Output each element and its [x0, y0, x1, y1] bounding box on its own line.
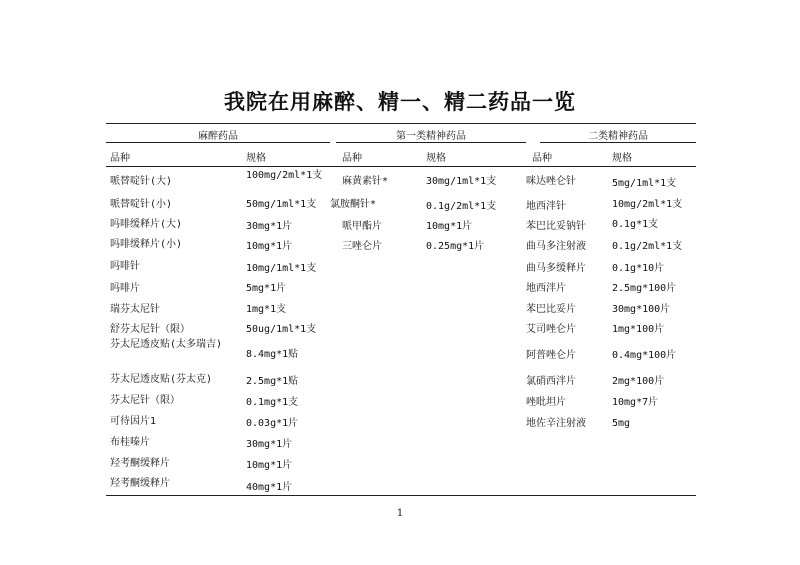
group-underline-narcotic	[106, 142, 330, 143]
table-cell-spec: 50ug/1ml*1支	[246, 324, 317, 335]
table-cell-name: 羟考酮缓释片	[110, 478, 170, 489]
table-cell-name: 可待因片1	[110, 416, 157, 427]
table-cell-spec: 0.03g*1片	[246, 418, 299, 429]
table-cell-name: 地佐辛注射液	[526, 418, 586, 429]
page-title: 我院在用麻醉、精一、精二药品一览	[224, 90, 576, 114]
table-cell-spec: 30mg*1片	[246, 221, 293, 232]
header-rule	[106, 166, 696, 167]
table-cell-name: 氯硝西泮片	[526, 376, 576, 387]
group-header-narcotic: 麻醉药品	[198, 131, 238, 142]
table-cell-name: 芬太尼针（限）	[110, 395, 180, 406]
table-cell-name: 瑞芬太尼针	[110, 304, 160, 315]
group-header-psych-class1: 第一类精神药品	[396, 131, 466, 142]
table-cell-spec: 30mg/1ml*1支	[426, 176, 497, 187]
table-bottom-rule	[106, 495, 696, 496]
col-header-name-psych-class1: 品种	[342, 153, 362, 164]
table-cell-name: 哌甲酯片	[342, 221, 382, 232]
table-cell-spec: 0.4mg*100片	[612, 350, 677, 361]
table-cell-spec: 30mg*100片	[612, 304, 671, 315]
table-cell-spec: 10mg/1ml*1支	[246, 263, 317, 274]
table-cell-name: 羟考酮缓释片	[110, 458, 170, 469]
table-cell-name: 氯胺酮针*	[330, 199, 377, 210]
table-cell-spec: 2.5mg*100片	[612, 283, 677, 294]
table-cell-name: 吗啡片	[110, 283, 140, 294]
table-cell-name: 艾司唑仑片	[526, 324, 576, 335]
table-cell-spec: 0.1g/2ml*1支	[426, 201, 497, 212]
table-cell-spec: 100mg/2ml*1支	[246, 170, 323, 181]
table-cell-spec: 1mg*100片	[612, 324, 665, 335]
table-cell-name: 哌替啶针(小)	[110, 199, 173, 210]
table-cell-name: 舒芬太尼针（限）	[110, 324, 190, 335]
table-cell-spec: 0.25mg*1片	[426, 241, 485, 252]
table-cell-spec: 5mg*1片	[246, 283, 287, 294]
group-header-psych-class2: 二类精神药品	[588, 131, 648, 142]
table-cell-name: 布桂嗪片	[110, 437, 150, 448]
table-cell-spec: 0.1g/2ml*1支	[612, 241, 683, 252]
table-cell-name: 唑吡坦片	[526, 397, 566, 408]
table-cell-name: 阿普唑仑片	[526, 350, 576, 361]
col-header-spec-psych-class1: 规格	[426, 153, 446, 164]
table-cell-spec: 0.1g*1支	[612, 219, 659, 230]
table-cell-spec: 5mg/1ml*1支	[612, 178, 677, 189]
group-underline-psych-class1	[336, 142, 526, 143]
table-cell-spec: 40mg*1片	[246, 482, 293, 493]
table-cell-spec: 50mg/1ml*1支	[246, 199, 317, 210]
group-underline-psych-class2	[540, 142, 696, 143]
col-header-name-narcotic: 品种	[110, 153, 130, 164]
table-cell-name: 曲马多缓释片	[526, 263, 586, 274]
col-header-spec-psych-class2: 规格	[612, 153, 632, 164]
table-cell-name: 麻黄素针*	[342, 176, 389, 187]
table-cell-name: 吗啡针	[110, 261, 140, 272]
table-cell-name: 曲马多注射液	[526, 241, 586, 252]
table-cell-name: 芬太尼透皮贴(芬太克)	[110, 374, 213, 385]
page-number: 1	[396, 508, 404, 519]
table-cell-spec: 10mg*1片	[246, 241, 293, 252]
table-top-rule	[106, 123, 696, 124]
table-cell-name: 地西泮片	[526, 283, 566, 294]
table-cell-name: 吗啡缓释片(大)	[110, 219, 183, 230]
table-cell-spec: 10mg*1片	[426, 221, 473, 232]
table-cell-spec: 2mg*100片	[612, 376, 665, 387]
table-cell-name: 苯巴比妥钠针	[526, 221, 586, 232]
table-cell-name: 芬太尼透皮贴(太多瑞吉)	[110, 339, 223, 350]
table-cell-spec: 10mg*7片	[612, 397, 659, 408]
col-header-spec-narcotic: 规格	[246, 153, 266, 164]
table-cell-spec: 8.4mg*1贴	[246, 349, 299, 360]
table-cell-name: 哌替啶针(大)	[110, 176, 173, 187]
table-cell-spec: 0.1g*10片	[612, 263, 665, 274]
table-cell-spec: 30mg*1片	[246, 439, 293, 450]
table-cell-spec: 0.1mg*1支	[246, 397, 299, 408]
table-cell-spec: 10mg/2ml*1支	[612, 199, 683, 210]
table-cell-spec: 2.5mg*1贴	[246, 376, 299, 387]
table-cell-name: 吗啡缓释片(小)	[110, 239, 183, 250]
table-cell-spec: 1mg*1支	[246, 304, 287, 315]
table-cell-spec: 5mg	[612, 418, 631, 429]
table-cell-name: 三唑仑片	[342, 241, 382, 252]
table-cell-name: 苯巴比妥片	[526, 304, 576, 315]
table-cell-spec: 10mg*1片	[246, 460, 293, 471]
table-cell-name: 地西泮针	[526, 201, 566, 212]
table-cell-name: 咪达唑仑针	[526, 176, 576, 187]
col-header-name-psych-class2: 品种	[532, 153, 552, 164]
